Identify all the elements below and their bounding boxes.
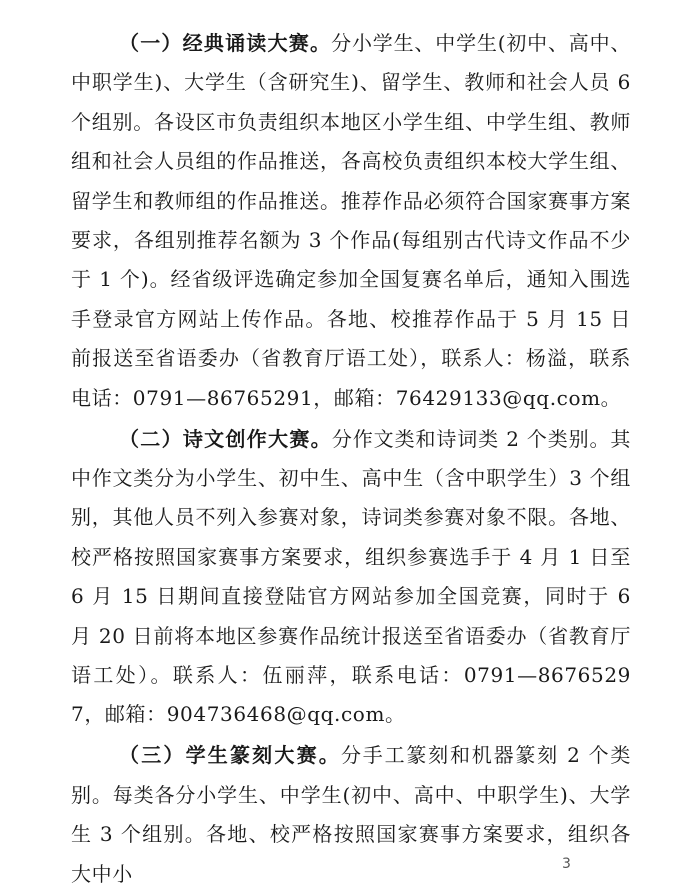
document-page — [71, 24, 631, 894]
section-body: 分手工篆刻和机器篆刻 2 个类别。每类各分小学生、中学生(初中、高中、中职学生)、大学生 3 个组别。各地、校严格按照国家赛事方案要求，组织各大中小 — [71, 743, 631, 886]
section-heading: （一）经典诵读大赛。 — [119, 31, 332, 55]
page-number: 3 — [562, 856, 571, 872]
section-poetry-writing — [71, 420, 631, 735]
section-body: 分小学生、中学生(初中、高中、中职学生)、大学生（含研究生)、留学生、教师和社会人员 6 个组别。各设区市负责组织本地区小学生组、中学生组、教师组和社会人员组的作品推送，各高校负责组织本校大学生组、留学生和教师组的作品推送。推荐作品必须符合国家赛事方案要求，各组别推荐名额为 3 个作品(每组别古代诗文作品不少于 1 个)。经省级评选确定参加全国复赛名单后，通知入围选手登录官方网站上传作品。各地、校推荐作品于 5 月 15 日前报送至省语委办（省教育厅语工处），联系人：杨溢，联系电话：0791—86765291，邮箱：76429133@qq.com。 — [71, 31, 632, 410]
section-heading: （三）学生篆刻大赛。 — [119, 743, 341, 768]
section-classic-recitation — [71, 24, 631, 418]
section-heading: （二）诗文创作大赛。 — [119, 426, 332, 451]
section-seal-carving — [71, 736, 631, 894]
section-body: 分作文类和诗词类 2 个类别。其中作文类分为小学生、初中生、高中生（含中职学生）3 个组别，其他人员不列入参赛对象，诗词类参赛对象不限。各地、校严格按照国家赛事方案要求，组织参赛选手于 4 月 1 日至 6 月 15 日期间直接登陆官方网站参加全国竞赛，同时于 6 月 20 日前将本地区参赛作品统计报送至省语委办（省教育厅语工处）。联系人：伍丽萍，联系电话：0791—86765297，邮箱：904736468@qq.com。 — [71, 426, 632, 727]
